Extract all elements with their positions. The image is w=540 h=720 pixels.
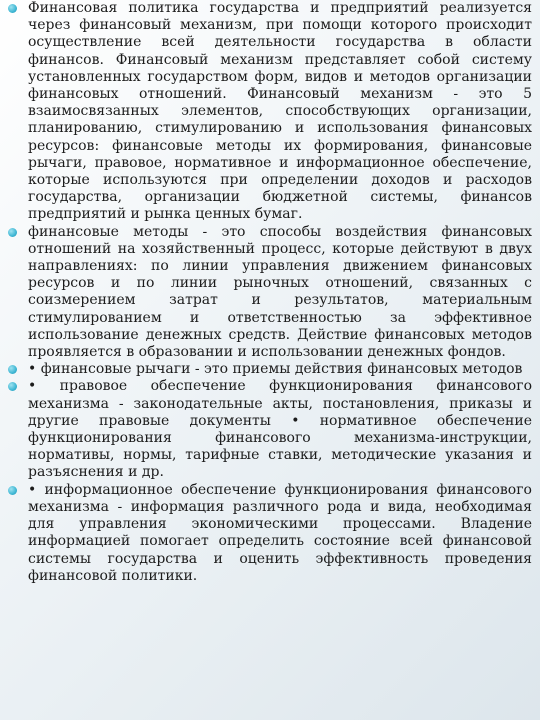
bullet-item-4 xyxy=(6,378,532,481)
bullet-dot-icon xyxy=(8,486,17,495)
bullet-item-5 xyxy=(6,482,532,585)
bullet-dot-icon xyxy=(8,365,17,374)
bullet-item-2 xyxy=(6,224,532,362)
bullet-item-1 xyxy=(6,0,532,224)
bullet-text: • финансовые рычаги - это приемы действия финансовых методов xyxy=(28,361,523,378)
bullet-text: • правовое обеспечение функционирования финансового механизма - законодательные акты, постановления, приказы и другие правовые документы • нормативное обеспечение функционирования финансового механизма-инструкции, нормативы, нормы, тарифные ставки, методические указания и разъяснения и др. xyxy=(28,378,532,481)
bullet-dot-icon xyxy=(8,382,17,391)
bullet-dot-icon xyxy=(8,4,17,13)
bullet-text: Финансовая политика государства и предприятий реализуется через финансовый механизм, при помощи которого происходит осуществление всей деятельности государства в области финансов. Финансовый механизм представляет собой систему установленных государством форм, видов и методов организации финансовых отношений. Финансовый механизм - это 5 взаимосвязанных элементов, способствующих организации, планированию, стимулированию и использования финансовых ресурсов: финансовые методы их формирования, финансовые рычаги, правовое, нормативное и информационное обеспечение, которые используются при определении доходов и расходов государства, организации бюджетной системы, финансов предприятий и рынка ценных бумаг. xyxy=(28,0,532,223)
bullet-text: финансовые методы - это способы воздействия финансовых отношений на хозяйственный процесс, которые действуют в двух направлениях: по линии управления движением финансовых ресурсов и по линии рыночных отношений, связанных с соизмерением затрат и результатов, материальным стимулированием и ответственностью за эффективное использование денежных средств. Действие финансовых методов проявляется в образовании и использовании денежных фондов. xyxy=(28,223,532,361)
bullet-dot-icon xyxy=(8,228,17,237)
bullet-item-3 xyxy=(6,361,532,378)
bullet-list xyxy=(6,0,532,585)
bullet-text: • информационное обеспечение функционирования финансового механизма - информация различного рода и вида, необходимая для управления экономическими процессами. Владение информацией помогает определить состояние всей финансовой системы государства и оценить эффективность проведения финансовой политики. xyxy=(28,481,532,584)
